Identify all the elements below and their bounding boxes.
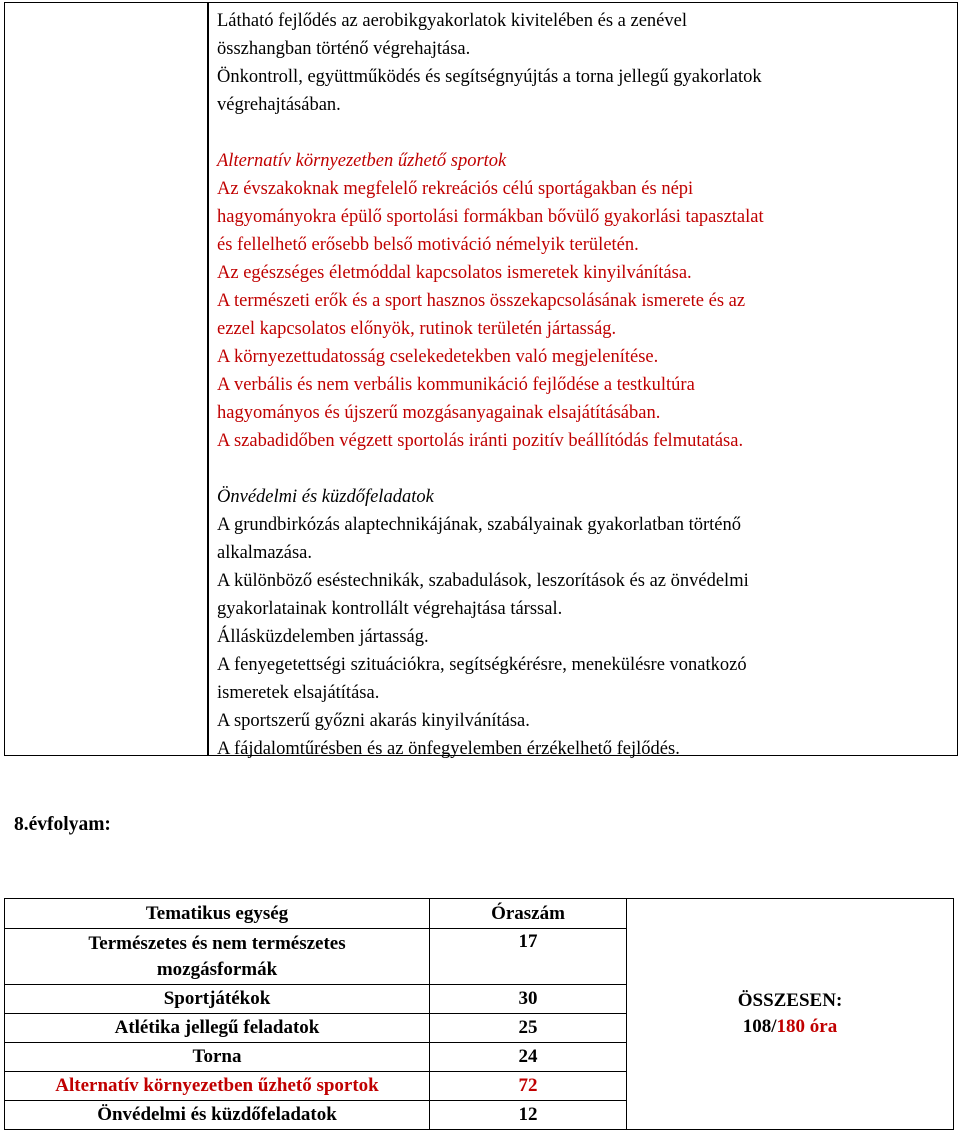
hours-summary-table	[4, 898, 954, 1130]
alt-line: hagyományokra épülő sportolási formákban bővülő gyakorlási tapasztalat	[217, 207, 764, 227]
hours-cell: 12	[430, 1101, 627, 1130]
unit-line: mozgásformák	[156, 958, 278, 980]
self-line: ismeretek elsajátítása.	[217, 683, 380, 703]
self-line: A különböző eséstechnikák, szabadulások, leszorítások és az önvédelmi	[217, 571, 749, 591]
column-divider	[207, 3, 209, 755]
unit-cell	[5, 929, 430, 985]
alt-line: A szabadidőben végzett sportolás iránti pozitív beállítódás felmutatása.	[217, 431, 744, 451]
alt-line: A környezettudatosság cselekedetekben való megjelenítése.	[217, 347, 659, 367]
alt-line: hagyományos és újszerű mozgásanyagainak elsajátításában.	[217, 403, 661, 423]
self-heading: Önvédelmi és küzdőfeladatok	[217, 487, 434, 507]
alt-line: Az egészséges életmóddal kapcsolatos ismeretek kinyilvánítása.	[217, 263, 692, 283]
intro-line: végrehajtásában.	[217, 95, 341, 115]
hours-cell: 30	[430, 985, 627, 1014]
self-line: A grundbirkózás alaptechnikájának, szabályainak gyakorlatban történő	[217, 515, 741, 535]
unit-cell: Atlétika jellegű feladatok	[5, 1014, 430, 1043]
table-header-row	[5, 899, 954, 929]
hours-cell: 17	[430, 929, 627, 985]
grade-heading: 8.évfolyam:	[14, 814, 111, 835]
self-line: gyakorlatainak kontrollált végrehajtása társsal.	[217, 599, 563, 619]
header-unit: Tematikus egység	[5, 899, 430, 929]
unit-cell: Sportjátékok	[5, 985, 430, 1014]
self-line: A fenyegetettségi szituációkra, segítségkérésre, menekülésre vonatkozó	[217, 655, 747, 675]
competency-box	[4, 2, 958, 759]
unit-line: Természetes és nem természetes	[88, 932, 346, 954]
intro-line: összhangban történő végrehajtása.	[217, 39, 471, 59]
unit-cell: Önvédelmi és küzdőfeladatok	[5, 1101, 430, 1130]
total-b: 180 óra	[776, 1016, 838, 1037]
total-sep: /	[771, 1016, 777, 1037]
self-line: alkalmazása.	[217, 543, 313, 563]
self-line: A sportszerű győzni akarás kinyilvánítása.	[217, 711, 530, 731]
hours-cell: 24	[430, 1043, 627, 1072]
alt-line: Az évszakoknak megfelelő rekreációs célú sportágakban és népi	[217, 179, 694, 199]
alt-line: ezzel kapcsolatos előnyök, rutinok területén jártasság.	[217, 319, 617, 339]
competency-text	[217, 7, 952, 763]
unit-cell: Alternatív környezetben űzhető sportok	[5, 1072, 430, 1101]
self-line: A fájdalomtűrésben és az önfegyelemben érzékelhető fejlődés.	[217, 739, 680, 759]
alt-line: és fellelhető erősebb belső motiváció némelyik területén.	[217, 235, 639, 255]
alt-heading: Alternatív környezetben űzhető sportok	[217, 151, 507, 171]
header-hours: Óraszám	[430, 899, 627, 929]
hours-cell: 25	[430, 1014, 627, 1043]
total-label: ÖSSZESEN:	[737, 990, 843, 1011]
intro-line: Önkontroll, együttműködés és segítségnyújtás a torna jellegű gyakorlatok	[217, 67, 762, 87]
total-a: 108	[742, 1016, 772, 1037]
total-value	[627, 1014, 953, 1040]
unit-cell: Torna	[5, 1043, 430, 1072]
self-line: Állásküzdelemben jártasság.	[217, 627, 429, 647]
intro-line: Látható fejlődés az aerobikgyakorlatok kivitelében és a zenével	[217, 11, 687, 31]
total-cell	[627, 899, 954, 1130]
hours-cell: 72	[430, 1072, 627, 1101]
alt-line: A természeti erők és a sport hasznos összekapcsolásának ismerete és az	[217, 291, 746, 311]
alt-line: A verbális és nem verbális kommunikáció fejlődése a testkultúra	[217, 375, 695, 395]
